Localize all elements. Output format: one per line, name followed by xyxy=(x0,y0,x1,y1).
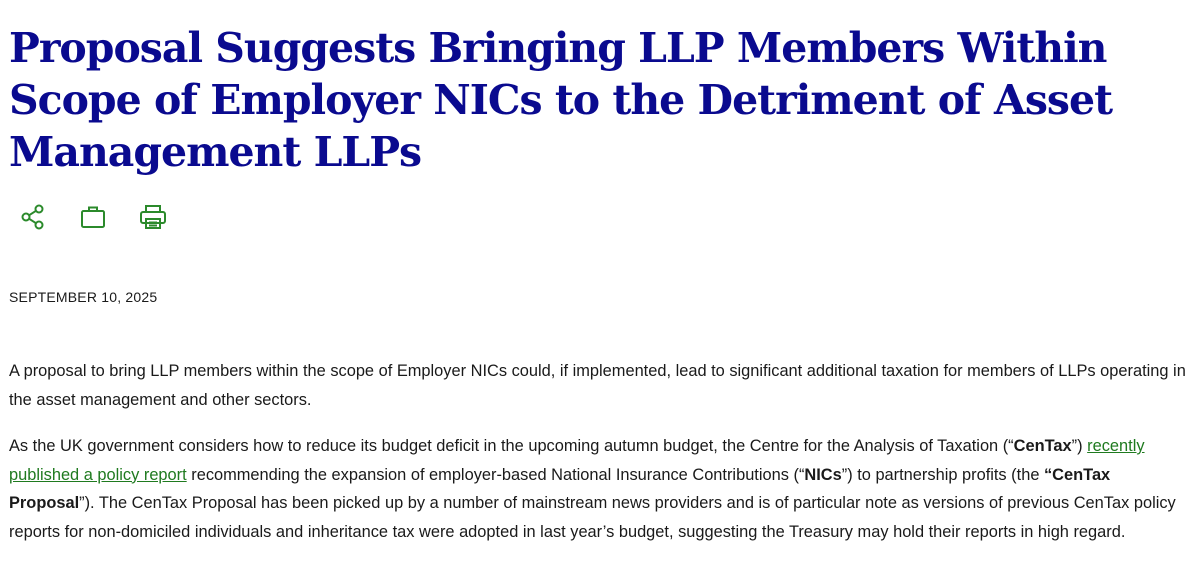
text-segment: ”) to partnership profits (the xyxy=(841,465,1044,484)
article xyxy=(9,0,1194,546)
centax-term: CenTax xyxy=(1013,437,1072,455)
text-segment: As the UK government considers how to reduce its budget deficit in the upcoming autumn budget, the Centre for the Analysis of Taxation (“ xyxy=(9,437,1014,455)
body-paragraph xyxy=(9,432,1191,546)
briefcase-icon xyxy=(79,203,107,231)
policy-report-link[interactable]: recently published a policy report xyxy=(9,437,1145,484)
print-icon xyxy=(138,203,168,231)
text-segment: recommending the expansion of employer-based National Insurance Contributions (“ xyxy=(186,465,805,484)
intro-paragraph: A proposal to bring LLP members within the scope of Employer NICs could, if implemented, lead to significant additional taxation for members of LLPs operating in the asset management and other sectors. xyxy=(9,362,1186,409)
text-segment: ”) xyxy=(1071,437,1088,455)
article-title: Proposal Suggests Bringing LLP Members Within Scope of Employer NICs to the Detriment of Asset Management LLPs xyxy=(9,24,1113,176)
centax-proposal-term: “CenTax Proposal xyxy=(9,465,1111,512)
article-tools xyxy=(17,202,1194,232)
nics-term: NICs xyxy=(804,465,842,484)
article-date: SEPTEMBER 10, 2025 xyxy=(9,289,158,305)
print-button[interactable] xyxy=(137,202,169,232)
share-icon xyxy=(19,203,47,231)
text-segment: ”). The CenTax Proposal has been picked up by a number of mainstream news providers and is of particular note as versions of previous CenTax policy reports for non-domiciled individuals and inheritance tax were adopted in last year’s budget, suggesting the Treasury may hold their reports in high regard. xyxy=(9,494,1176,541)
briefcase-button[interactable] xyxy=(77,202,109,232)
share-button[interactable] xyxy=(17,202,49,232)
